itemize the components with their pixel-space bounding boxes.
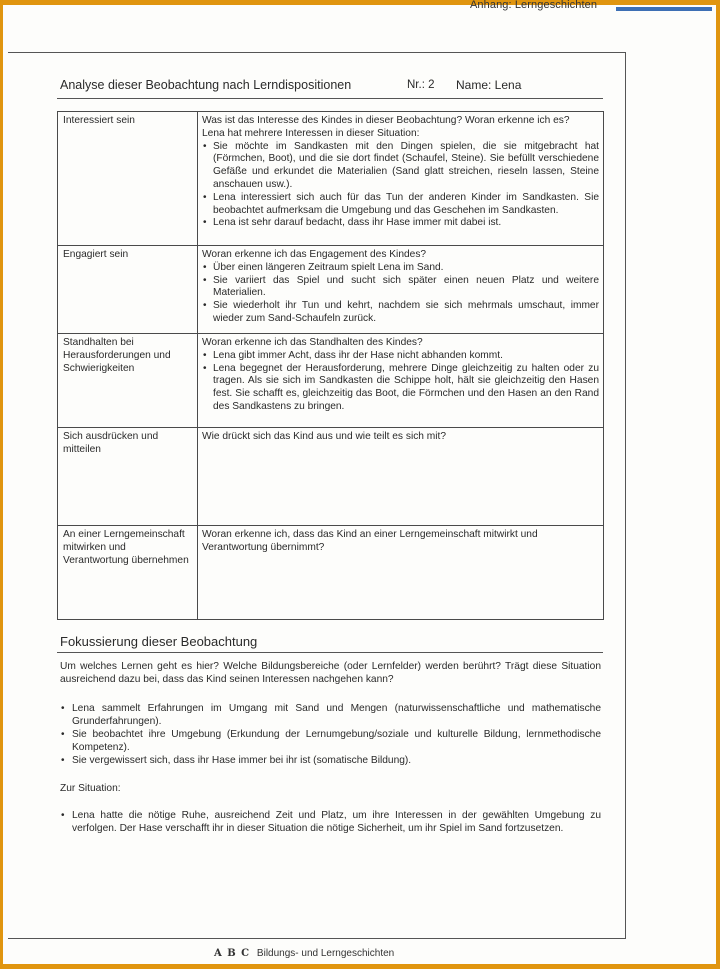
page-border-left [0, 0, 3, 969]
focus-heading: Fokussierung dieser Beobachtung [60, 634, 258, 649]
observation-number: Nr.: 2 [407, 79, 435, 91]
form-heading: Analyse dieser Beobachtung nach Lerndispositionen [60, 78, 352, 92]
focus-question: Um welches Lernen geht es hier? Welche Bildungsbereiche (oder Lernfelder) werden berührt? Trägt diese Situation ausreichend dazu bei, dass das Kind seinen Interessen nachgehen kann? [60, 661, 601, 685]
chapter-tab-marker [616, 7, 712, 11]
list-item: • Lena sammelt Erfahrungen im Umgang mit Sand und Mengen (naturwissenschaftliche und mathematische Grunderfahrungen). [60, 702, 601, 728]
table-row [58, 246, 604, 334]
footer-title: Bildungs- und Lerngeschichten [256, 948, 395, 959]
table-row [58, 112, 604, 246]
list-item: • Sie variiert das Spiel und sucht sich später einen neuen Platz und weitere Materialien. [202, 275, 599, 301]
disposition-content [198, 428, 604, 526]
list-item: • Lena gibt immer Acht, dass ihr der Hase nicht abhanden kommt. [202, 350, 599, 363]
list-item: • Sie vergewissert sich, dass ihr Hase immer bei ihr ist (somatische Bildung). [60, 754, 601, 767]
disposition-content [198, 246, 604, 334]
guiding-question: Woran erkenne ich das Standhalten des Kindes? [202, 337, 423, 348]
list-item: • Über einen längeren Zeitraum spielt Lena im Sand. [202, 262, 599, 275]
disposition-label: Sich ausdrücken und mitteilen [58, 428, 198, 526]
answer-list [202, 350, 599, 414]
running-head: Anhang: Lerngeschichten [470, 0, 598, 11]
page-border-top [0, 0, 720, 5]
situation-list-block [60, 809, 601, 835]
table-row [58, 428, 604, 526]
situation-list [60, 809, 601, 835]
focus-list [60, 702, 601, 767]
page-border-right [716, 0, 720, 969]
guiding-question: Was ist das Interesse des Kindes in dieser Beobachtung? Woran erkenne ich es? [202, 115, 570, 126]
learning-dispositions-table [57, 111, 604, 620]
disposition-label: Engagiert sein [58, 246, 198, 334]
answer-intro: Lena hat mehrere Interessen in dieser Situation: [202, 127, 420, 139]
list-item: • Lena interessiert sich auch für das Tun der anderen Kinder im Sandkasten. Sie beobachtet aufmerksam die Umgebung und das Geschehen im Sandkasten. [202, 192, 599, 218]
table-row [58, 526, 604, 620]
disposition-content [198, 526, 604, 620]
guiding-question: Wie drückt sich das Kind aus und wie teilt es sich mit? [202, 431, 447, 442]
focus-heading-underline [57, 652, 603, 653]
list-item: • Lena hatte die nötige Ruhe, ausreichend Zeit und Platz, um ihre Interessen in der gewählten Umgebung zu verfolgen. Der Hase verschafft ihr in dieser Situation die nötige Sicherheit, um ihr Spiel im Sand fortzusetzen. [60, 809, 601, 835]
disposition-label: Standhalten bei Herausforderungen und Schwierigkeiten [58, 334, 198, 428]
form-title-row [60, 78, 603, 92]
list-item: • Sie möchte im Sandkasten mit den Dingen spielen, die sie mitgebracht hat (Förmchen, Boot), und die sie dort findet (Schaufel, Steine). Sie befüllt verschiedene Gefäße und erkundet die Materialien (Sand glatt streichen, rieseln lassen, Steine anschauen usw.). [202, 141, 599, 192]
situation-label: Zur Situation: [60, 783, 121, 794]
page-footer [214, 948, 394, 959]
disposition-label: Interessiert sein [58, 112, 198, 246]
page-border-bottom [0, 964, 720, 969]
list-item: • Lena begegnet der Herausforderung, mehrere Dinge gleichzeitig zu halten oder zu tragen. Als sie sich im Sandkasten die Schippe holt, hält sie gleichzeitig den Hasen fest. Sie schafft es, gleichzeitig das Boot, die Förmchen und den Hasen an den Rand des Sandkastens zu bringen. [202, 363, 599, 414]
disposition-content [198, 334, 604, 428]
guiding-question: Woran erkenne ich, dass das Kind an einer Lerngemeinschaft mitwirkt und Verantwortung übernimmt? [202, 529, 538, 553]
child-name: Name: Lena [456, 78, 522, 92]
answer-list [202, 141, 599, 231]
answer-list [202, 262, 599, 326]
title-underline [57, 98, 603, 99]
list-item: • Sie beobachtet ihre Umgebung (Erkundung der Lernumgebung/soziale und kulturelle Bildung, lernmethodische Kompetenz). [60, 728, 601, 754]
focus-list-block [60, 702, 601, 767]
disposition-label: An einer Lerngemeinschaft mitwirken und Verantwortung übernehmen [58, 526, 198, 620]
list-item: • Lena ist sehr darauf bedacht, dass ihr Hase immer mit dabei ist. [202, 217, 599, 230]
disposition-content [198, 112, 604, 246]
publisher-logo: A B C [214, 948, 251, 959]
list-item: • Sie wiederholt ihr Tun und kehrt, nachdem sie sich mehrmals umschaut, immer wieder zum Sand-Schaufeln zurück. [202, 300, 599, 326]
guiding-question: Woran erkenne ich das Engagement des Kindes? [202, 249, 427, 260]
table-row [58, 334, 604, 428]
